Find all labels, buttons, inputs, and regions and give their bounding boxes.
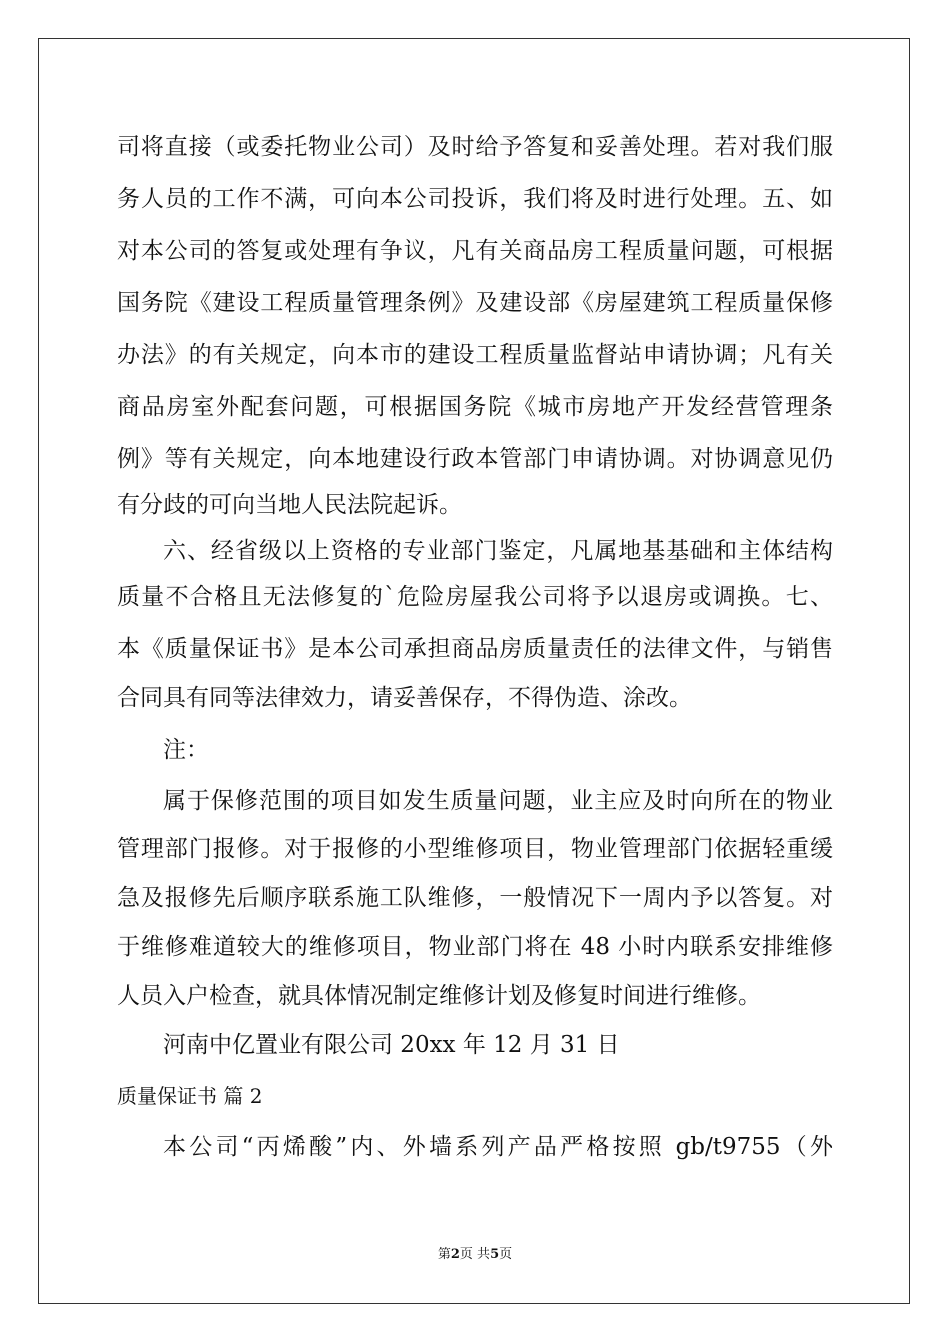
- footer-page-total: 5: [490, 1247, 500, 1262]
- text-line: 本公司“丙烯酸”内、外墙系列产品严格按照 gb/t9755（外: [163, 1134, 833, 1160]
- signature-line: 河南中亿置业有限公司 20xx 年 12 月 31 日: [163, 1032, 620, 1058]
- text-line: 属于保修范围的项目如发生质量问题，业主应及时向所在的物业: [163, 788, 833, 814]
- text-line: 本《质量保证书》是本公司承担商品房质量责任的法律文件，与销售: [117, 636, 833, 662]
- note-label: 注：: [163, 737, 209, 763]
- footer-page-prefix: 第: [437, 1247, 451, 1262]
- text-line: 人员入户检查，就具体情况制定维修计划及修复时间进行维修。: [117, 983, 761, 1009]
- text-line: 国务院《建设工程质量管理条例》及建设部《房屋建筑工程质量保修: [117, 290, 833, 316]
- text-line: 质量不合格且无法修复的`危险房屋我公司将予以退房或调换。七、: [117, 584, 833, 610]
- footer-page-mid: 页 共: [459, 1247, 491, 1262]
- text-line: 对本公司的答复或处理有争议，凡有关商品房工程质量问题，可根据: [117, 238, 833, 264]
- text-line: 急及报修先后顺序联系施工队维修，一般情况下一周内予以答复。对: [117, 885, 833, 911]
- footer-page-suffix: 页: [499, 1247, 513, 1262]
- text-line: 管理部门报修。对于报修的小型维修项目，物业管理部门依据轻重缓: [117, 836, 833, 862]
- text-line: 司将直接（或委托物业公司）及时给予答复和妥善处理。若对我们服: [117, 134, 833, 160]
- footer-page-current: 2: [450, 1247, 460, 1262]
- text-line: 合同具有同等法律效力，请妥善保存，不得伪造、涂改。: [117, 685, 692, 711]
- page-footer: [0, 1246, 950, 1264]
- text-line: 有分歧的可向当地人民法院起诉。: [117, 492, 462, 518]
- text-line: 办法》的有关规定，向本市的建设工程质量监督站申请协调；凡有关: [117, 342, 833, 368]
- text-line: 例》等有关规定，向本地建设行政本管部门申请协调。对协调意见仍: [117, 446, 833, 472]
- text-line: 六、经省级以上资格的专业部门鉴定，凡属地基基础和主体结构: [163, 538, 833, 564]
- text-line: 于维修难道较大的维修项目，物业部门将在 48 小时内联系安排维修: [117, 934, 833, 960]
- text-line: 商品房室外配套问题，可根据国务院《城市房地产开发经营管理条: [117, 394, 833, 420]
- section-title: 质量保证书 篇 2: [117, 1084, 263, 1108]
- text-line: 务人员的工作不满，可向本公司投诉，我们将及时进行处理。五、如: [117, 186, 833, 212]
- page-border: [38, 38, 910, 1304]
